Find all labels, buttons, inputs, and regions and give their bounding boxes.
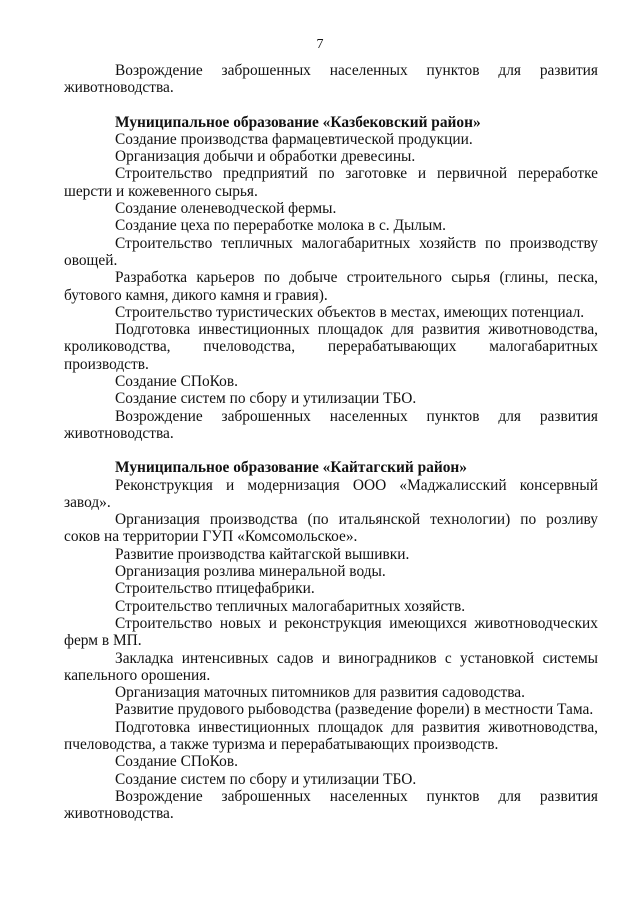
section-kazbekovsky	[64, 114, 598, 443]
paragraph: Возрождение заброшенных населенных пунктов для развития животноводства.	[64, 787, 598, 823]
paragraph: Организация добычи и обработки древесины.	[115, 148, 416, 166]
paragraph: Возрождение заброшенных населенных пунктов для развития животноводства.	[64, 62, 598, 97]
section-kaytagsky	[64, 459, 598, 822]
paragraph: Организация производства (по итальянской технологии) по розливу соков на территории ГУП «Комсомольское».	[64, 511, 598, 546]
paragraph: Создание цеха по переработке молока в с. Дылым.	[115, 217, 446, 235]
paragraph: Разработка карьеров по добыче строительного сырья (глины, песка, бутового камня, дикого камня и гравия).	[64, 269, 598, 304]
paragraph: Создание СПоКов.	[115, 753, 238, 771]
paragraph: Подготовка инвестиционных площадок для развития животноводства, кролиководства, пчеловодства, перерабатывающих малогабаритных производств.	[64, 321, 598, 373]
paragraph: Создание производства фармацевтической продукции.	[115, 130, 473, 148]
paragraph: Создание СПоКов.	[115, 373, 238, 391]
paragraph: Реконструкция и модернизация ООО «Маджалисский консервный завод».	[64, 476, 598, 511]
paragraph: Строительство птицефабрики.	[115, 580, 315, 598]
paragraph: Организация маточных питомников для развития садоводства.	[115, 684, 525, 702]
section-heading: Муниципальное образование «Кайтагский район»	[115, 459, 467, 477]
paragraph: Строительство тепличных малогабаритных хозяйств по производству овощей.	[64, 234, 598, 269]
paragraph: Возрождение заброшенных населенных пунктов для развития животноводства.	[64, 407, 598, 442]
paragraph: Строительство предприятий по заготовке и первичной переработке шерсти и кожевенного сырья.	[64, 165, 598, 200]
paragraph: Развитие производства кайтагской вышивки.	[115, 545, 410, 563]
paragraph: Организация розлива минеральной воды.	[115, 563, 386, 581]
paragraph: Закладка интенсивных садов и виноградников с установкой системы капельного орошения.	[64, 649, 598, 684]
paragraph: Строительство новых и реконструкция имеющихся животноводческих ферм в МП.	[64, 614, 598, 650]
paragraph: Создание систем по сбору и утилизации ТБО.	[115, 770, 417, 788]
paragraph: Развитие прудового рыбоводства (разведение форели) в местности Тама.	[115, 701, 594, 719]
section-gap	[64, 97, 598, 114]
paragraph: Строительство тепличных малогабаритных хозяйств.	[115, 597, 466, 615]
page-number: 7	[316, 37, 324, 52]
section-heading: Муниципальное образование «Казбековский район»	[115, 113, 481, 131]
intro-block	[64, 62, 598, 97]
paragraph: Создание систем по сбору и утилизации ТБО.	[115, 390, 417, 408]
paragraph: Строительство туристических объектов в местах, имеющих потенциал.	[115, 303, 585, 321]
document-body	[64, 62, 598, 822]
section-gap	[64, 442, 598, 459]
paragraph: Подготовка инвестиционных площадок для развития животноводства, пчеловодства, а также туризма и перерабатывающих производств.	[64, 718, 598, 753]
paragraph: Создание оленеводческой фермы.	[115, 200, 337, 218]
